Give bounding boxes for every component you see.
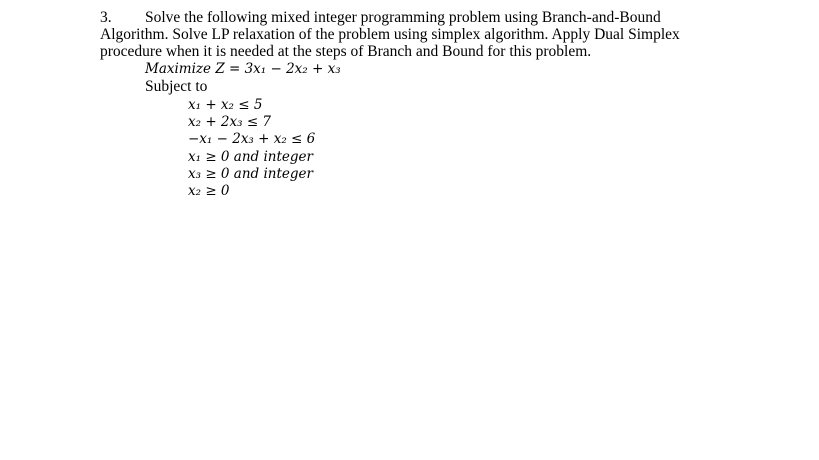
constraint: x₂ + 2x₃ ≤ 7 xyxy=(188,114,272,130)
problem-text-line-3: procedure when it is needed at the steps of Branch and Bound for this problem. xyxy=(100,43,592,60)
constraint: x₁ + x₂ ≤ 5 xyxy=(188,97,263,113)
problem-number: 3. xyxy=(100,9,112,26)
subject-to-label: Subject to xyxy=(145,78,208,95)
objective-function: Maximize Z = 3x₁ − 2x₂ + x₃ xyxy=(145,61,341,77)
constraint: x₃ ≥ 0 and integer xyxy=(188,166,313,182)
problem-text-line-1: Solve the following mixed integer programming problem using Branch-and-Bound xyxy=(145,9,661,26)
constraint: −x₁ − 2x₃ + x₂ ≤ 6 xyxy=(188,131,316,147)
constraint: x₂ ≥ 0 xyxy=(188,183,230,199)
constraint: x₁ ≥ 0 and integer xyxy=(188,149,313,165)
problem-text-line-2: Algorithm. Solve LP relaxation of the problem using simplex algorithm. Apply Dual Simplex xyxy=(100,26,680,43)
